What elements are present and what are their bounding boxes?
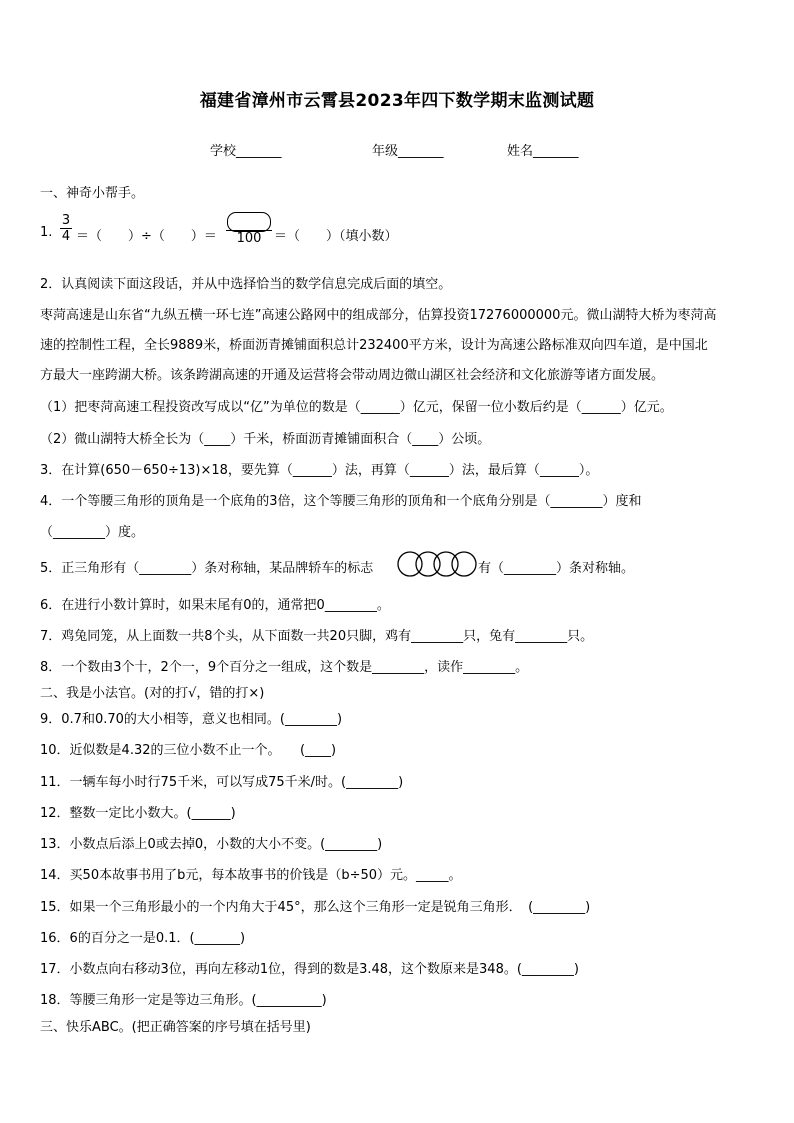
page-title: 福建省漳州市云霄县2023年四下数学期末监测试题 xyxy=(199,91,595,111)
question-18: 18．等腰三角形一定是等边三角形。(__________) xyxy=(40,993,327,1008)
question-5-after: 有（________）条对称轴。 xyxy=(478,561,635,576)
fraction-numerator: 3 xyxy=(61,213,71,228)
school-field: 学校_______ xyxy=(210,144,282,159)
question-2-paragraph: 速的控制性工程，全长9889米，桥面沥青摊铺面积总计232400平方米，设计为高速公路标准双向四车道，是中国北 xyxy=(40,338,708,353)
question-text: ＝（ ）（填小数） xyxy=(274,229,398,244)
question-5-before: 5．正三角形有（________）条对称轴，某品牌轿车的标志 xyxy=(40,561,374,576)
question-3: 3．在计算(650－650÷13)×18，要先算（______）法，再算（______）法，最后算（______）。 xyxy=(40,463,599,478)
grade-field: 年级_______ xyxy=(372,144,444,159)
four-rings-logo xyxy=(396,550,478,578)
fraction-over-100 xyxy=(226,230,272,246)
question-7: 7．鸡兔同笼，从上面数一共8个头，从下面数一共20只脚，鸡有________只，兔有________只。 xyxy=(40,629,594,644)
question-17: 17．小数点向右移动3位，再向左移动1位，得到的数是3.48，这个数原来是348。(________) xyxy=(40,962,579,977)
fraction-denominator: 100 xyxy=(236,231,262,246)
question-11: 11．一辆车每小时行75千米，可以写成75千米/时。(________) xyxy=(40,775,404,790)
question-4-line-1: 4．一个等腰三角形的顶角是一个底角的3倍，这个等腰三角形的顶角和一个底角分别是（________）度和 xyxy=(40,494,642,509)
name-field: 姓名_______ xyxy=(507,144,579,159)
question-10: 10．近似数是4.32的三位小数不止一个。 (____) xyxy=(40,743,337,758)
question-15: 15．如果一个三角形最小的一个内角大于45°，那么这个三角形一定是锐角三角形． (________) xyxy=(40,900,591,915)
question-number: 1. xyxy=(40,225,53,240)
question-9: 9．0.7和0.70的大小相等，意义也相同。(________) xyxy=(40,712,343,727)
section-heading-2: 二、我是小法官。(对的打√，错的打×) xyxy=(40,686,265,701)
question-8: 8．一个数由3个十，2个一，9个百分之一组成，这个数是________，读作________。 xyxy=(40,660,529,675)
question-text: ＝（ ）÷（ ）＝ xyxy=(76,229,217,244)
question-16: 16．6的百分之一是0.1．(_______) xyxy=(40,931,246,946)
question-2-paragraph: 方最大一座跨湖大桥。该条跨湖高速的开通及运营将会带动周边微山湖区社会经济和文化旅游等诸方面发展。 xyxy=(40,368,665,383)
blank-numerator xyxy=(227,212,271,232)
question-12: 12．整数一定比小数大。(______) xyxy=(40,806,236,821)
question-4-line-2: （________）度。 xyxy=(40,525,145,540)
section-heading-3: 三、快乐ABC。(把正确答案的序号填在括号里) xyxy=(40,1020,311,1035)
section-heading-1: 一、神奇小帮手。 xyxy=(40,186,145,201)
question-14: 14．买50本故事书用了b元，每本故事书的价钱是（b÷50）元。_____。 xyxy=(40,868,462,883)
question-6: 6．在进行小数计算时，如果末尾有0的，通常把0________。 xyxy=(40,598,390,613)
fraction-denominator: 4 xyxy=(61,229,71,244)
fraction-3-4 xyxy=(60,213,72,244)
question-2-sub-1: （1）把枣菏高速工程投资改写成以“亿”为单位的数是（______）亿元，保留一位小数后约是（______）亿元。 xyxy=(40,400,673,415)
question-2-intro: 2．认真阅读下面这段话，并从中选择恰当的数学信息完成后面的填空。 xyxy=(40,277,452,292)
question-13: 13．小数点后添上0或去掉0，小数的大小不变。(________) xyxy=(40,837,383,852)
question-2-sub-2: （2）微山湖特大桥全长为（____）千米，桥面沥青摊铺面积合（____）公顷。 xyxy=(40,432,491,447)
question-2-paragraph: 枣菏高速是山东省“九纵五横一环七连”高速公路网中的组成部分，估算投资17276000000元。微山湖特大桥为枣菏高 xyxy=(40,308,717,323)
